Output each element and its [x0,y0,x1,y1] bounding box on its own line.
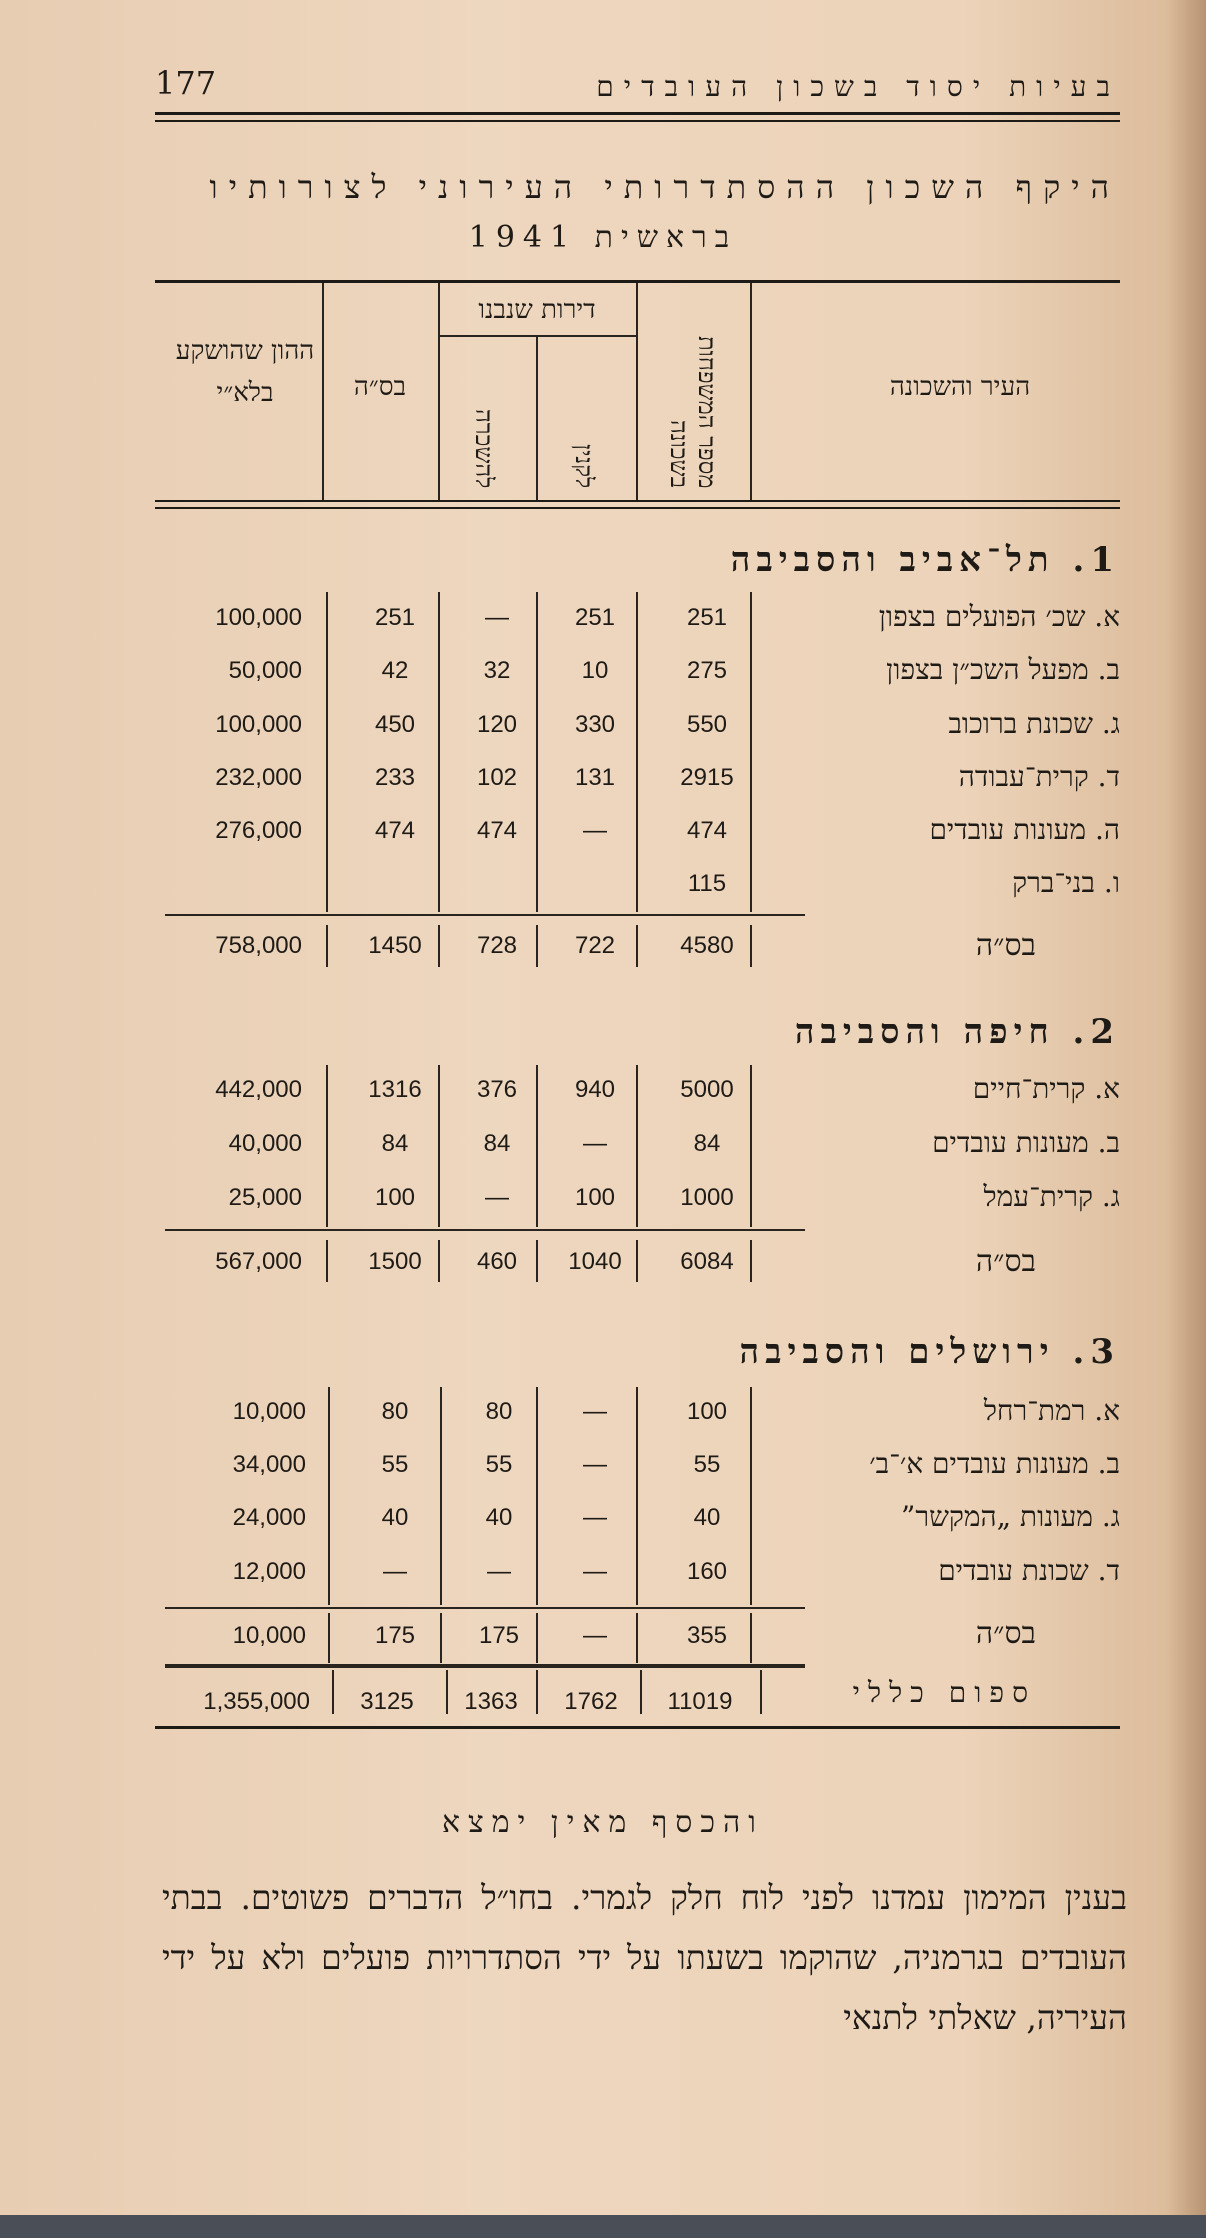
cell-families: 251 [686,604,728,631]
cell-owned: — [583,1558,607,1585]
cell-total: 450 [374,711,416,738]
cell-total: — [383,1558,407,1585]
cell-owned: 100 [574,1184,616,1211]
cell-total: 100 [374,1184,416,1211]
cell-owned: — [583,1451,607,1478]
cell-families: 55 [693,1451,721,1478]
cell-total: 474 [374,817,416,844]
cell-rented: 32 [483,657,511,684]
header-rule-bottom [155,120,1120,122]
cell-capital: 50,000 [228,657,302,684]
cell-owned: 251 [574,604,616,631]
row-label: ג. שכונת ברוכוב [948,707,1120,740]
col-header-built-group: דירות שנבנו [478,295,596,325]
header-group-rule [438,335,636,337]
header-rule-top [155,112,1120,115]
running-head: בעיות יסוד בשכון העובדים [596,70,1120,103]
cell-rented: 728 [476,932,518,959]
cell-capital: 100,000 [215,604,302,631]
cell-capital: 12,000 [232,1558,306,1585]
cell-families: 100 [686,1398,728,1425]
cell-rented: — [485,604,509,631]
col-divider [328,1613,330,1663]
header-divider [636,283,638,500]
header-divider [750,283,752,500]
cell-owned: — [583,1504,607,1531]
cell-families: 115 [687,870,727,897]
row-label: ד. שכונת עובדים [938,1554,1120,1587]
col-divider [750,592,752,912]
cell-owned: 1040 [568,1248,622,1275]
cell-total: 233 [374,764,416,791]
cell-owned: — [583,1398,607,1425]
subtotal-label: בס״ה [975,1244,1036,1279]
cell-capital: 758,000 [215,932,302,959]
cell-owned: 131 [574,764,616,791]
col-divider [326,1065,328,1227]
cell-families: 160 [686,1558,728,1585]
cell-families: 355 [686,1622,728,1649]
section-title: 1. תל־אביב והסביבה [730,540,1120,580]
col-divider [326,925,328,967]
row-label: ב. מעונות עובדים [932,1126,1120,1159]
col-header-total: בס״ה [353,372,407,402]
row-label: ד. קרית־עבודה [958,760,1120,793]
row-label: א. רמת־רחל [983,1394,1120,1427]
subtotal-rule [165,1229,805,1231]
cell-capital: 232,000 [215,764,302,791]
row-label: ג. קרית־עמל [983,1180,1120,1213]
cell-families: 275 [686,657,728,684]
page-number: 177 [155,64,217,102]
cell-rented: 84 [483,1130,511,1157]
cell-total: 251 [374,604,416,631]
col-divider [326,1240,328,1282]
cell-capital: 24,000 [232,1504,306,1531]
cell-families: 474 [686,817,728,844]
col-divider [326,592,328,912]
cell-rented: 120 [476,711,518,738]
grand-total-label: ספום כללי [852,1676,1036,1709]
cell-total: 84 [381,1130,409,1157]
cell-owned: 10 [581,657,609,684]
cell-families: 4580 [680,932,734,959]
cell-rented: — [487,1558,511,1585]
cell-total: 40 [381,1504,409,1531]
col-divider [438,592,440,912]
header-divider [536,335,538,500]
grand-total-rule [165,1664,805,1668]
table-subtitle: בראשית 1941 [468,220,738,255]
cell-families: 40 [693,1504,721,1531]
row-label: ב. מעונות עובדים א׳־ב׳ [869,1447,1120,1480]
col-divider [328,1387,330,1605]
cell-rented: 40 [485,1504,513,1531]
table-title: היקף השכון ההסתדרותי העירוני לצורותיו [209,168,1120,206]
row-label: ג. מעונות „המקשר” [901,1500,1120,1533]
body-paragraph: בענין המימון עמדנו לפני לוח חלק לגמרי. בחו״ל הדברים פשוטים. בבתי העובדים בגרמניה, שהוקמו בשעתו על ידי הסתדרויות פועלים ולא על ידי העיריה, שאלתי לתנאי [162,1878,1127,2037]
cell-owned: 330 [574,711,616,738]
cell-capital: 442,000 [215,1076,302,1103]
col-header-rented: להשכרה [470,408,498,488]
cell-owned: — [583,1622,607,1649]
cell-capital: 100,000 [215,711,302,738]
cell-capital: 10,000 [232,1622,306,1649]
row-label: א. שכ׳ הפועלים בצפון [878,600,1120,633]
table-header-rule-2 [155,507,1120,509]
col-header-families: מספר המשפחות בשכונה [665,335,721,488]
cell-rented: 55 [485,1451,513,1478]
cell-rented: — [485,1184,509,1211]
cell-rented: 376 [476,1076,518,1103]
cell-rented: 175 [478,1622,520,1649]
cell-total: 55 [381,1451,409,1478]
col-header-owned: לקנין [570,443,598,488]
col-header-place: העיר והשכונה [889,372,1031,402]
cell-total: 80 [381,1398,409,1425]
cell-capital: 25,000 [228,1184,302,1211]
cell-capital: 567,000 [215,1248,302,1275]
row-label: ו. בני־ברק [1012,866,1120,899]
col-divider [760,1670,762,1714]
cell-rented: 460 [476,1248,518,1275]
cell-capital: 40,000 [228,1130,302,1157]
cell-families: 2915 [680,764,734,791]
table-header-rule-1 [155,500,1120,502]
cell-families: 550 [686,711,728,738]
cell-total: 1500 [368,1248,422,1275]
cell-rented: 1363 [464,1688,518,1715]
subtotal-label: בס״ה [975,1616,1036,1651]
col-divider [636,592,638,912]
cell-families: 84 [693,1130,721,1157]
cell-families: 6084 [680,1248,734,1275]
section-heading: והכסף מאין ימצא [442,1805,764,1840]
cell-total: 175 [374,1622,416,1649]
cell-families: 11019 [667,1688,733,1715]
col-divider [536,592,538,912]
row-label: א. קרית־חיים [972,1072,1120,1105]
cell-owned: — [583,817,607,844]
cell-capital: 34,000 [232,1451,306,1478]
cell-families: 1000 [680,1184,734,1211]
cell-rented: 80 [485,1398,513,1425]
row-label: ה. מעונות עובדים [929,813,1120,846]
cell-total: 42 [381,657,409,684]
cell-owned: — [583,1130,607,1157]
page-spine-shadow [1166,0,1206,2215]
cell-owned: 940 [574,1076,616,1103]
cell-rented: 102 [476,764,518,791]
cell-rented: 474 [476,817,518,844]
cell-capital: 1,355,000 [203,1688,310,1715]
subtotal-label: בס״ה [975,928,1036,963]
cell-total: 1316 [368,1076,422,1103]
cell-families: 5000 [680,1076,734,1103]
subtotal-rule [165,1607,805,1609]
cell-capital: 276,000 [215,817,302,844]
cell-owned: 1762 [564,1688,618,1715]
page-header [155,62,1120,112]
cell-capital: 10,000 [232,1398,306,1425]
section-title: 2. חיפה והסביבה [794,1012,1120,1052]
cell-total: 3125 [360,1688,414,1715]
row-label: ב. מפעל השכ״ן בצפון [886,653,1120,686]
cell-total: 1450 [368,932,422,959]
section-title: 3. ירושלים והסביבה [739,1332,1120,1372]
table-bottom-rule [155,1726,1120,1729]
col-header-capital: ההון שהושקע בלא״י [175,336,315,408]
subtotal-rule [165,914,805,916]
cell-owned: 722 [574,932,616,959]
